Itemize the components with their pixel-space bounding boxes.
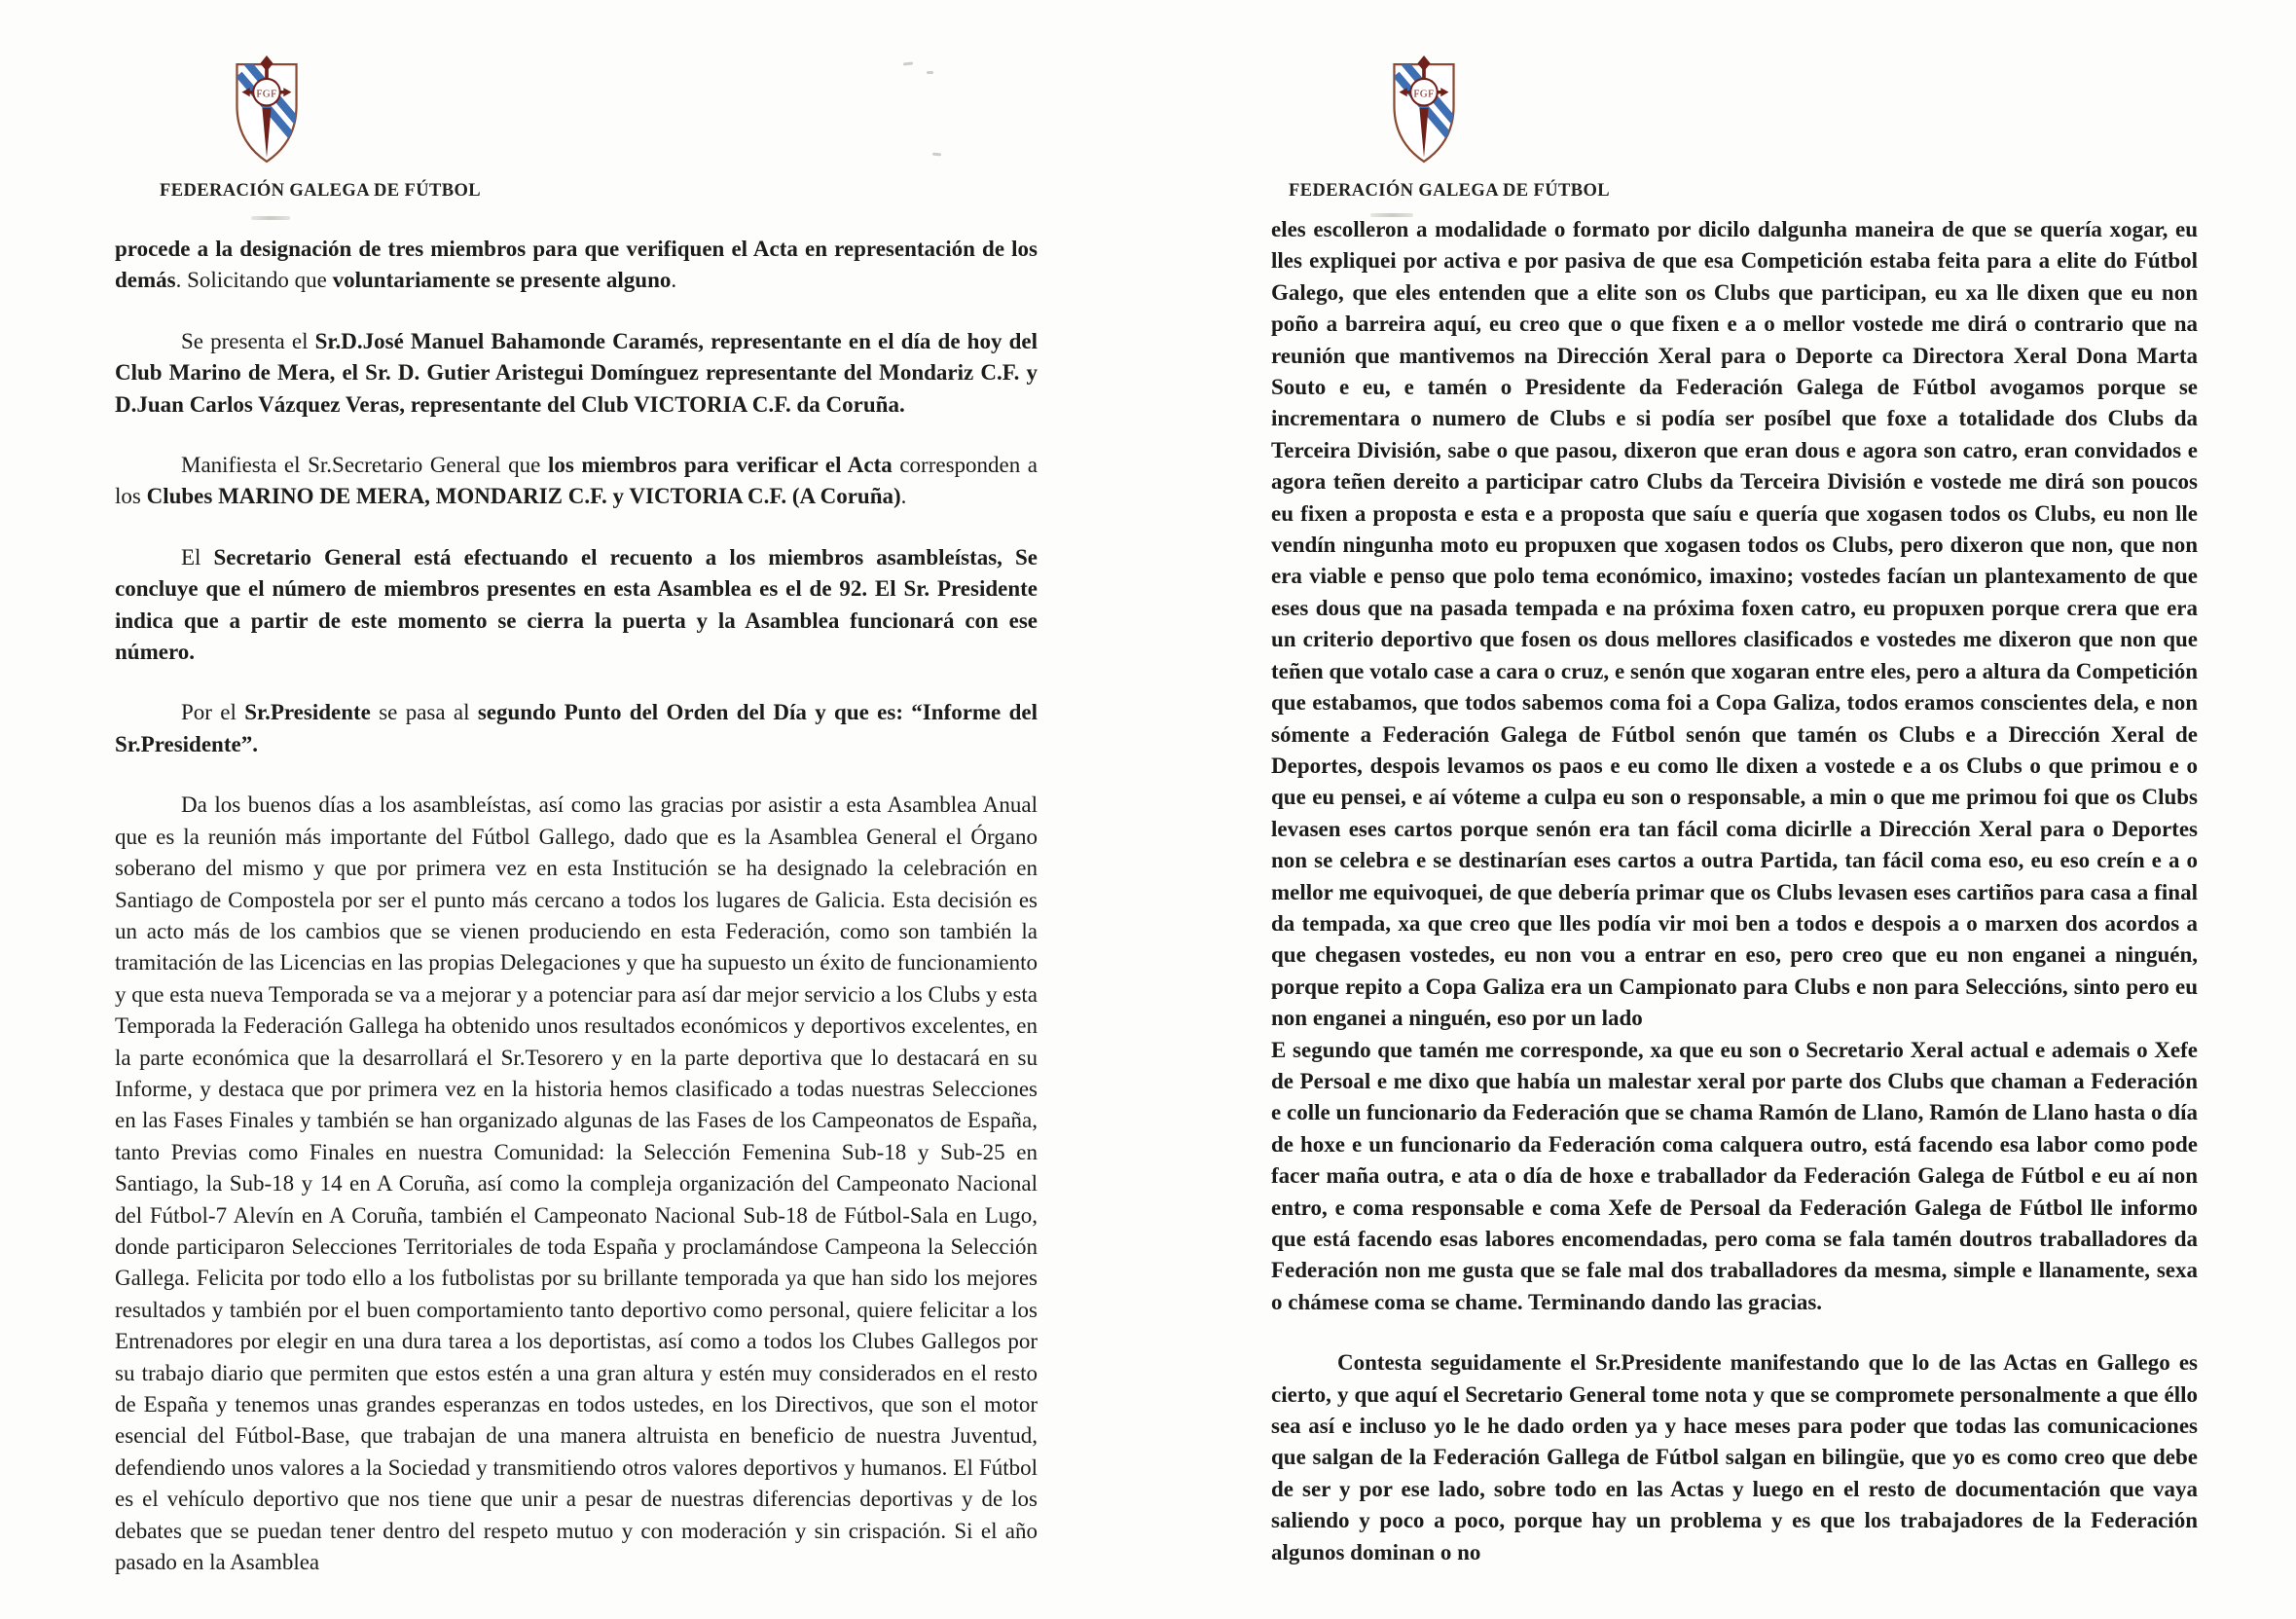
text-run-bold: E segundo que tamén me corresponde, xa que eu son o Secretario Xeral actual e ademais o Xefe de Persoal e me dixo que había un malestar xeral por parte dos Clubs que chaman a Federación e colle un funcionario da Federación que se chama Ramón de Llano, Ramón de Llano hasta o día de hoxe e un funcionario da Federación coma calquera outro, está facendo esa labor como pode facer maña outra, e ata o día de hoxe e traballador da Federación Galega de Fútbol e eu aí non entro, e coma responsable e coma Xefe de Persoal da Federación Galega de Fútbol lle informo que está facendo esas labores encomendadas, pero coma se fala tamén doutros traballadores da Federación non me gusta que se fale mal dos traballadores da mesma, simple e llanamente, sexa o chámese coma se chame. Terminando dando las gracias. (1271, 1037, 2198, 1314)
text-run: Da los buenos días a los asambleístas, así como las gracias por asistir a esta Asamblea Anual que es la reunión más importante del Fútbol Gallego, dado que es la Asamblea General el Órgano soberano del mismo y que por primera vez en esta Institución se ha designado la celebración en Santiago de Compostela por ser el punto más cercano a todos los lugares de Galicia. Esta decisión es un acto más de los cambios que se vienen produciendo en esta Federación, como son también la tramitación de las Licencias en las propias Delegaciones y que ha supuesto un éxito de funcionamiento y que esta nueva Temporada se va a mejorar y a potenciar para así dar mejor servicio a los Clubs y esta Temporada la Federación Gallega ha obtenido unos resultados económicos y deportivos excelentes, en la parte económica que la desarrollará el Sr.Tesorero y en la parte deportiva que lo destacará en su Informe, y destaca que por primera vez en la historia hemos clasificado a todas nuestras Selecciones en las Fases Finales y también se han organizado algunas de las Fases de los Campeonatos de España, tanto Previas como Finales en nuestra Comunidad: la Selección Femenina Sub-18 y Sub-25 en Santiago, la Sub-18 y 14 en A Coruña, así como la compleja organización del Campeonato Nacional del Fútbol-7 Alevín en A Coruña, también el Campeonato Nacional Sub-18 de Fútbol-Sala en Lugo, donde participaron Selecciones Territoriales de toda España y proclamándose Campeona la Selección Gallega. Felicita por todo ello a los futbolistas por su brillante temporada ya que han sido los mejores resultados y también por el buen comportamiento tanto deportivo como personal, quiere felicitar a los Entrenadores por elegir en una dura tarea a los deportistas, así como a todos los Clubes Gallegos por su trabajo diario que permiten que estos estén a una gran altura y estén muy considerados en el resto de España y tenemos unas grandes esperanzas en todos ustedes, en los Directivos, que son el motor esencial del Fútbol-Base, que trabajan de una manera altruista en beneficio de nuestra Juventud, defendiendo unos valores a la Sociedad y transmitiendo otros valores deportivos y humanos. El Fútbol es el vehículo deportivo que nos tiene que unir a pesar de nuestras diferencias deportivas y de los debates que se puedan tener dentro del respeto mutuo y con moderación y sin crispación. Si el año pasado en la Asamblea (115, 792, 1038, 1575)
text-run: se pasa al (379, 700, 478, 725)
text-run: . (900, 484, 907, 509)
text-run: corresponden a los (115, 453, 1038, 509)
monogram-text: FGF (1413, 88, 1435, 100)
text-run-bold: procede a la designación de tres miembros para que verifiquen el Acta en representación de los demás (115, 237, 1038, 293)
text-run: Por el (181, 700, 245, 725)
text-run: . Solicitando que (175, 268, 333, 293)
text-run-bold: Contesta seguidamente el Sr.Presidente manifestando que lo de las Actas en Gallego es cierto, y que aquí el Secretario General tome nota y que se compromete personalmente a que éllo sea así e incluso yo le he dado orden ya y hace meses para poder que todas las comunicaciones que salgan de la Federación Gallega de Fútbol salgan en bilingüe, que yo es como creo que debe de ser y por ese lado, sobre todo en las Actas y luego en el resto de documentación que vaya saliendo y poco a poco, porque hay un problema y es que los trabajadores de la Federación algunos dominan o no (1271, 1350, 2198, 1564)
monogram-text: FGF (256, 88, 277, 100)
fgf-crest-logo (1386, 55, 1462, 166)
text-run-bold: Sr.D.José Manuel Bahamonde Caramés, representante en el día de hoy del Club Marino de Mera, el Sr. D. Gutier Aristegui Domínguez representante del Mondariz C.F. y D.Juan Carlos Vázquez Veras, representante del Club VICTORIA C.F. da Coruña. (115, 328, 1038, 417)
text-run-bold: Sr.Presidente (244, 700, 380, 725)
text-run: Se presenta el (181, 328, 315, 353)
text-run-bold: voluntariamente se presente alguno (332, 268, 672, 293)
text-run: . (671, 268, 677, 293)
text-run-bold: eles escolleron a modalidade o formato por dicilo dalgunha maneira de que se quería xogar, eu lles expliquei por activa e por pasiva de que esa Competición estaba feita para a elite do Fútbol Galego, que eles entenden que a elite son os Clubs que participan, eu xa lle dixen que eu non poño a barreira aquí, eu creo que o que fixen e a o mellor vostede me dirá o contrario que na reunión que mantivemos na Dirección Xeral para o Deporte ca Directora Xeral Dona Marta Souto e eu, e tamén o Presidente da Federación Galega de Fútbol avogamos porque se incrementara o numero de Clubs e si podía ser posíbel que foxe a totalidade dos Clubs da Terceira División, sabe o que pasou, dixeron que eran dous e agora son catro, eran convidados e agora teñen dereito a participar catro Clubs da Terceira División e vostede me dirá son poucos eu fixen a proposta e esta e a proposta que saíu e quería que xogasen todos os Clubs, eu non lle vendín ningunha moto eu propuxen que xogasen todos os Clubs, pero dixeron que non, que non era viable e penso que polo tema económico, imaxino; vostedes facían un plantexamento de que eses dous que na pasada tempada e na próxima foxen catro, eu propuxen porque crera que era un criterio deportivo que fosen os dous mellores clasificados e vostedes me dixeron que non que teñen que votalo case a cara o cruz, e senón que xogaran entre eles, pero a altura da Competición que estabamos, que todos sabemos coma foi a Copa Galiza, todos eramos conscientes dela, e non sómente a Federación Galega de Fútbol senón que tamén os Clubs e a Dirección Xeral de Deportes, despois levamos os paos e eu como lle dixen a vostede e a os Clubs o que primou e o que eu pensei, e aí vóteme a culpa eu son o responsable, a min o que me primou foi que os Clubs levasen eses cartos porque senón era tan fácil coma dicirlle a Dirección Xeral para o Deportes non se celebra e se destinarían eses cartos a outra Partida, tan fácil coma eso, eu eso creín e a o mellor me equivoquei, de que debería primar que os Clubs levasen eses cartiños para casa a final da tempada, xa que creo que lles podía vir moi ben a todos e despois a o marxen dos acordos a que chegasen vostedes, eu non vou a entrar en eso, pero creo que eu non enganei a ninguén, porque repito a Copa Galiza era un Campionato para Clubs e non para Seleccións, sinto pero eu non enganei a ninguén, eso por un lado (1271, 217, 2198, 1031)
minutes-text-right (1271, 214, 2198, 1598)
text-run-bold: Secretario General está efectuando el recuento a los miembros asambleístas, Se concluye que el número de miembros presentes en esta Asamblea es el de 92. El Sr. Presidente indica que a partir de este momento se cierra la puerta y la Asamblea funcionará con ese número. (115, 544, 1038, 665)
text-run-bold: segundo Punto del Orden del Día y que es: “Informe del Sr.Presidente”. (115, 700, 1038, 756)
federation-name: FEDERACIÓN GALEGA DE FÚTBOL (1289, 181, 1610, 201)
text-run: El (181, 544, 214, 570)
paragraph (1271, 1347, 2198, 1568)
text-run-bold: Clubes MARINO DE MERA, MONDARIZ C.F. y VICTORIA C.F. (A Coruña) (146, 484, 901, 509)
paragraph (1271, 1035, 2198, 1319)
text-run-bold: los miembros para verificar el Acta (547, 453, 900, 478)
paragraph (1271, 214, 2198, 1035)
federation-name: FEDERACIÓN GALEGA DE FÚTBOL (160, 181, 481, 201)
text-run: Manifiesta el Sr.Secretario General que (181, 453, 548, 478)
